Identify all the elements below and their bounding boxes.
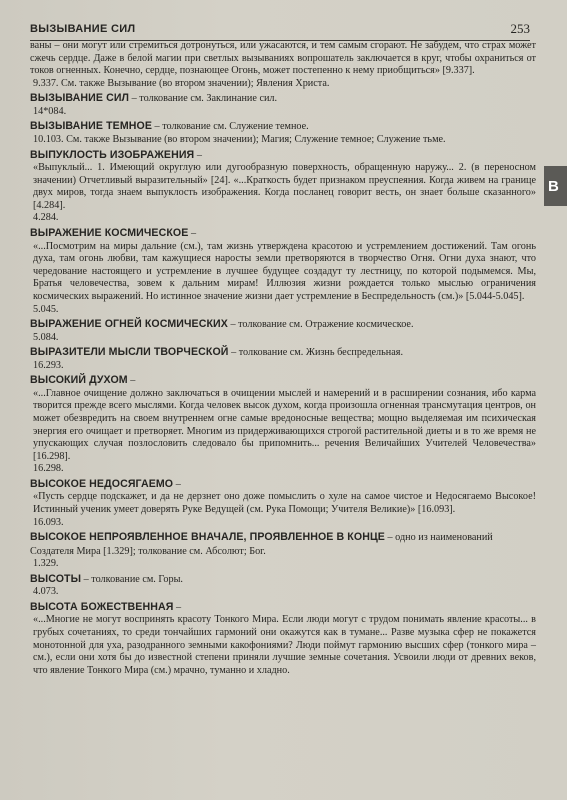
entry-reference: 5.045. <box>33 303 59 315</box>
entry-quote: «...Главное очищение должно заключаться в очищении мыслей и намерений и в расширении сознания, ибо карма творится прежде всего мыслями. Когда человек высок духом, когда произошла огненная трансмутация центров, он может обезвредить на своем внутреннем огне самые вредоносные вещества; мощно выделяемая им психическая энергия его очищает и претворяет. Многим из придерживающихся строгой растительной диеты и в то же время не упускающих случая позлословить следовало бы припомнить... речения Величайших Учителей Человечества» [16.298]. <box>33 387 536 462</box>
entry-reference: 16.293. <box>33 359 64 371</box>
entry-definition: – <box>188 228 197 240</box>
entry-definition: – <box>194 149 202 161</box>
entry-headword: ВЫСОТЫ <box>30 572 82 585</box>
entry-headword: ВЫРАЖЕНИЕ ОГНЕЙ КОСМИЧЕСКИХ <box>30 318 228 331</box>
entry-reference: 16.298. <box>33 463 64 475</box>
entry-heading <box>30 149 536 163</box>
dictionary-entry <box>30 531 536 571</box>
entry-reference: 5.084. <box>33 331 59 343</box>
tab-letter: В <box>548 177 559 195</box>
entry-headword: ВЫСОКИЙ ДУХОМ <box>30 374 128 387</box>
entry-headword: ВЫПУКЛОСТЬ ИЗОБРАЖЕНИЯ <box>30 148 195 161</box>
dictionary-entry <box>30 318 536 344</box>
entry-definition: – <box>173 478 181 490</box>
entry-heading <box>30 478 536 492</box>
running-header <box>30 20 530 41</box>
entry-headword: ВЫЗЫВАНИЕ СИЛ <box>30 92 130 105</box>
entry-heading <box>30 374 536 388</box>
entry-heading <box>30 573 536 587</box>
dictionary-column <box>30 40 536 677</box>
entry-heading <box>30 346 536 360</box>
entry-reference: 14*084. <box>33 105 67 117</box>
entry-definition: – толкование см. Отражение космическое. <box>227 319 414 331</box>
entry-quote: «...Посмотрим на миры дальние (см.), там жизнь утверждена красотою и устремлением достижений. Там огонь духа, там огонь любви, там кажущиеся наросты земли претворяются в творчество Огня. Огни духа знают, что чередование настоящего и устремление в лучшее будущее создадут ту лестницу, по которой подымемся. Мы, Братья человечества, зовем к дальним мирам! Иллюзия жизни рождается только мыслью ограничения космических выражений. Но истинное значение жизни дает устремление в Беспредельность (см.)» [5.044-5.045]. <box>33 240 536 302</box>
entry-headword: ВЫРАЖЕНИЕ КОСМИЧЕСКОЕ <box>30 227 189 240</box>
continued-reference: 9.337. См. также Вызывание (во втором значении); Явления Христа. <box>33 77 330 89</box>
dictionary-entry <box>30 227 536 316</box>
dictionary-entry <box>30 92 536 118</box>
dictionary-entry <box>30 573 536 599</box>
entry-heading <box>30 120 536 134</box>
entry-headword: ВЫСОКОЕ НЕПРОЯВЛЕННОЕ ВНАЧАЛЕ, ПРОЯВЛЕННОЕ В КОНЦЕ <box>30 531 385 544</box>
entry-reference: 4.073. <box>33 586 59 598</box>
entry-definition: – одно из наименований Создателя Мира [1.329]; толкование см. Абсолют; Бог. <box>30 532 493 557</box>
entry-definition: – толкование см. Жизнь беспредельная. <box>228 347 403 359</box>
entry-definition: – <box>173 601 182 613</box>
running-title: ВЫЗЫВАНИЕ СИЛ <box>30 23 136 35</box>
entry-definition: – толкование см. Служение темное. <box>152 121 309 133</box>
page-number: 253 <box>510 21 530 36</box>
entry-definition: – толкование см. Горы. <box>81 573 183 585</box>
dictionary-entry <box>30 374 536 476</box>
entry-heading <box>30 92 536 106</box>
dictionary-entry <box>30 346 536 372</box>
alphabet-thumb-tab <box>544 166 567 206</box>
entry-heading <box>30 531 536 558</box>
entry-definition: – <box>127 375 136 387</box>
entry-heading <box>30 227 536 241</box>
entry-quote: «...Многие не могут воспринять красоту Тонкого Мира. Если люди могут с трудом понимать явление красоты... в грубых сочетаниях, то среди тончайших гармоний они окажутся как в тумане... Разве музыка сфер не покажется монотонной для уха, разодранного земными какофониями? Люди поймут гармонию высших сфер (тонкого мира – см.), если они хотя бы до известной степени приняли лучшие земные сочетания. Усвоили люди от древних веков, что явление Тонкого Мира (см.) мрачно, туманно и хладно. <box>33 614 536 676</box>
entry-quote: «Пусть сердце подскажет, и да не дерзнет оно доже помыслить о хуле на самое чистое и Недосягаемо Высокое! Истинный ученик умеет доверять Руке Ведущей (см. Рука Помощи; Учителя Великие)» [16.093]. <box>33 491 536 516</box>
dictionary-entry <box>30 149 536 225</box>
entry-reference: 4.284. <box>33 212 59 224</box>
entry-reference: 1.329. <box>33 558 59 570</box>
continued-quote: ваны – они могут или стремиться дотронуться, или ужасаются, и тем самым сгорают. Не забудем, что страх может сжечь сердце. Даже в белой магии при светлых вызываниях вопрошатель заключается в круг, чтобы охраниться от токов огненных. Конечно, сердце, познающее Огонь, может постепенно к нему приобщиться» [9.337]. <box>30 40 536 77</box>
entry-headword: ВЫЗЫВАНИЕ ТЕМНОЕ <box>30 120 152 133</box>
entry-heading <box>30 601 536 615</box>
entry-reference: 16.093. <box>33 516 64 528</box>
entry-reference: 10.103. См. также Вызывание (во втором значении); Магия; Служение темное; Служение тьме. <box>33 133 446 145</box>
dictionary-entry <box>30 478 536 529</box>
dictionary-entry <box>30 120 536 146</box>
dictionary-entry <box>30 601 536 677</box>
entry-headword: ВЫРАЗИТЕЛИ МЫСЛИ ТВОРЧЕСКОЙ <box>30 346 229 359</box>
entry-heading <box>30 318 536 332</box>
entry-definition: – толкование см. Заклинание сил. <box>129 93 278 105</box>
entry-headword: ВЫСОКОЕ НЕДОСЯГАЕМО <box>30 477 174 490</box>
entry-quote: «Выпуклый... 1. Имеющий округлую или дугообразную поверхность, обращенную наружу... 2. (в переносном значении) Отчетливый выразительный» [24]. «...Краткость будет признаком преуспеяния. Когда живем на границе двух миров, тогда знаем выпуклость изображения. Когда посланец говорит весть, он знает больше сказанного» [4.284]. <box>33 162 536 211</box>
entry-headword: ВЫСОТА БОЖЕСТВЕННАЯ <box>30 600 174 613</box>
